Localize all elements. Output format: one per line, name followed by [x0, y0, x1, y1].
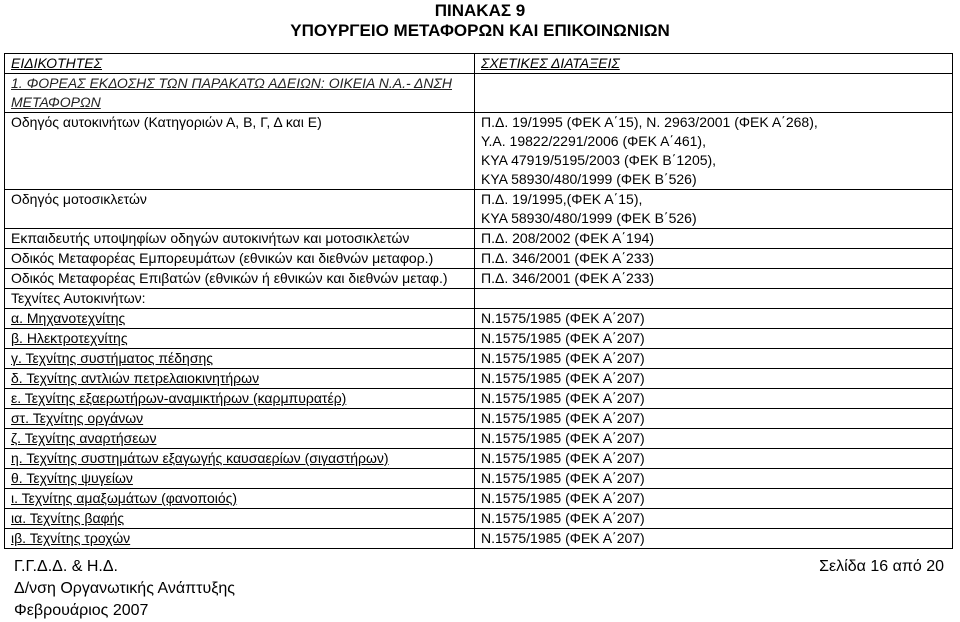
section-row: [5, 74, 953, 113]
technician-name: στ. Τεχνίτης οργάνων: [5, 409, 475, 429]
technician-name: δ. Τεχνίτης αντλιών πετρελαιοκινητήρων: [5, 369, 475, 389]
technician-law: Ν.1575/1985 (ΦΕΚ Α΄207): [475, 349, 953, 369]
technicians-heading-row: [5, 289, 953, 309]
technician-law: Ν.1575/1985 (ΦΕΚ Α΄207): [475, 309, 953, 329]
ministry-title: ΥΠΟΥΡΓΕΙΟ ΜΕΤΑΦΟΡΩΝ ΚΑΙ ΕΠΙΚΟΙΝΩΝΙΩΝ: [290, 21, 670, 40]
section-heading: 1. ΦΟΡΕΑΣ ΕΚΔΟΣΗΣ ΤΩΝ ΠΑΡΑΚΑΤΩ ΑΔΕΙΩΝ: ΟΙΚΕΙΑ Ν.Α.- ΔΝΣΗ ΜΕΤΑΦΟΡΩΝ: [5, 74, 475, 113]
technician-name: ιβ. Τεχνίτης τροχών: [5, 529, 475, 549]
technician-law: Ν.1575/1985 (ΦΕΚ Α΄207): [475, 389, 953, 409]
provisions-cell: [475, 269, 953, 289]
provision-line: ΚΥΑ 58930/480/1999 (ΦΕΚ Β΄526): [481, 210, 697, 226]
provisions-cell: [475, 229, 953, 249]
technician-law: Ν.1575/1985 (ΦΕΚ Α΄207): [475, 369, 953, 389]
technician-name: γ. Τεχνίτης συστήματος πέδησης: [5, 349, 475, 369]
table-row: [5, 329, 953, 349]
technician-name: ια. Τεχνίτης βαφής: [5, 509, 475, 529]
specialty-cell: Οδικός Μεταφορέας Επιβατών (εθνικών ή εθνικών και διεθνών μεταφ.): [5, 269, 475, 289]
page-title: ΠΙΝΑΚΑΣ 9: [434, 1, 526, 20]
column-header-specialties: ΕΙΔΙΚΟΤΗΤΕΣ: [5, 54, 475, 74]
technician-law: Ν.1575/1985 (ΦΕΚ Α΄207): [475, 469, 953, 489]
table-row: [5, 349, 953, 369]
table-row: [5, 249, 953, 269]
table-row: [5, 309, 953, 329]
table-row: [5, 529, 953, 549]
specialty-cell: Οδηγός αυτοκινήτων (Κατηγοριών Α, Β, Γ, Δ και Ε): [5, 113, 475, 190]
provisions-cell: [475, 190, 953, 229]
provision-line: Π.Δ. 208/2002 (ΦΕΚ Α΄194): [481, 230, 655, 246]
page-number: Σελίδα 16 από 20: [819, 558, 944, 575]
technician-name: ζ. Τεχνίτης αναρτήσεων: [5, 429, 475, 449]
technician-rows: [5, 309, 953, 549]
table-row: [5, 229, 953, 249]
technicians-heading: Τεχνίτες Αυτοκινήτων:: [5, 289, 475, 309]
section-empty-cell: [475, 74, 953, 113]
table-row: [5, 449, 953, 469]
provision-line: ΚΥΑ 47919/5195/2003 (ΦΕΚ Β΄1205),: [481, 152, 717, 168]
footer-org-line2: Δ/νση Οργανωτικής Ανάπτυξης: [14, 580, 235, 597]
technicians-heading-empty: [475, 289, 953, 309]
table-row: [5, 409, 953, 429]
technician-name: α. Μηχανοτεχνίτης: [5, 309, 475, 329]
technician-law: Ν.1575/1985 (ΦΕΚ Α΄207): [475, 409, 953, 429]
technician-law: Ν.1575/1985 (ΦΕΚ Α΄207): [475, 489, 953, 509]
provisions-cell: [475, 249, 953, 269]
provision-line: Π.Δ. 19/1995,(ΦΕΚ Α΄15),: [481, 191, 643, 207]
provisions-table: [4, 53, 953, 549]
table-row: [5, 429, 953, 449]
technician-name: η. Τεχνίτης συστημάτων εξαγωγής καυσαερίων (σιγαστήρων): [5, 449, 475, 469]
technician-law: Ν.1575/1985 (ΦΕΚ Α΄207): [475, 529, 953, 549]
provisions-cell: [475, 113, 953, 190]
technician-name: ι. Τεχνίτης αμαξωμάτων (φανοποιός): [5, 489, 475, 509]
provision-line: Π.Δ. 346/2001 (ΦΕΚ Α΄233): [481, 250, 655, 266]
technician-name: θ. Τεχνίτης ψυγείων: [5, 469, 475, 489]
footer-date: Φεβρουάριος 2007: [14, 602, 149, 619]
technician-law: Ν.1575/1985 (ΦΕΚ Α΄207): [475, 329, 953, 349]
technician-law: Ν.1575/1985 (ΦΕΚ Α΄207): [475, 509, 953, 529]
technician-law: Ν.1575/1985 (ΦΕΚ Α΄207): [475, 429, 953, 449]
table-row: [5, 469, 953, 489]
specialty-rows: [5, 113, 953, 289]
table-row: [5, 269, 953, 289]
specialty-cell: Οδικός Μεταφορέας Εμπορευμάτων (εθνικών και διεθνών μεταφορ.): [5, 249, 475, 269]
technician-name: β. Ηλεκτροτεχνίτης: [5, 329, 475, 349]
table-row: [5, 190, 953, 229]
table-row: [5, 489, 953, 509]
technician-law: Ν.1575/1985 (ΦΕΚ Α΄207): [475, 449, 953, 469]
table-row: [5, 113, 953, 190]
footer-left: [14, 556, 235, 622]
provision-line: Π.Δ. 346/2001 (ΦΕΚ Α΄233): [481, 270, 655, 286]
table-row: [5, 389, 953, 409]
column-header-provisions: ΣΧΕΤΙΚΕΣ ΔΙΑΤΑΞΕΙΣ: [475, 54, 953, 74]
provision-line: ΚΥΑ 58930/480/1999 (ΦΕΚ Β΄526): [481, 171, 697, 187]
specialty-cell: Εκπαιδευτής υποψηφίων οδηγών αυτοκινήτων και μοτοσικλετών: [5, 229, 475, 249]
table-row: [5, 369, 953, 389]
provision-line: Π.Δ. 19/1995 (ΦΕΚ Α΄15), Ν. 2963/2001 (ΦΕΚ Α΄268),: [481, 114, 818, 130]
table-header-row: [5, 54, 953, 74]
table-row: [5, 509, 953, 529]
provision-line: Υ.Α. 19822/2291/2006 (ΦΕΚ Α΄461),: [481, 133, 706, 149]
footer-org-line1: Γ.Γ.Δ.Δ. & Η.Δ.: [14, 558, 118, 575]
specialty-cell: Οδηγός μοτοσικλετών: [5, 190, 475, 229]
technician-name: ε. Τεχνίτης εξαερωτήρων-αναμικτήρων (καρμπυρατέρ): [5, 389, 475, 409]
